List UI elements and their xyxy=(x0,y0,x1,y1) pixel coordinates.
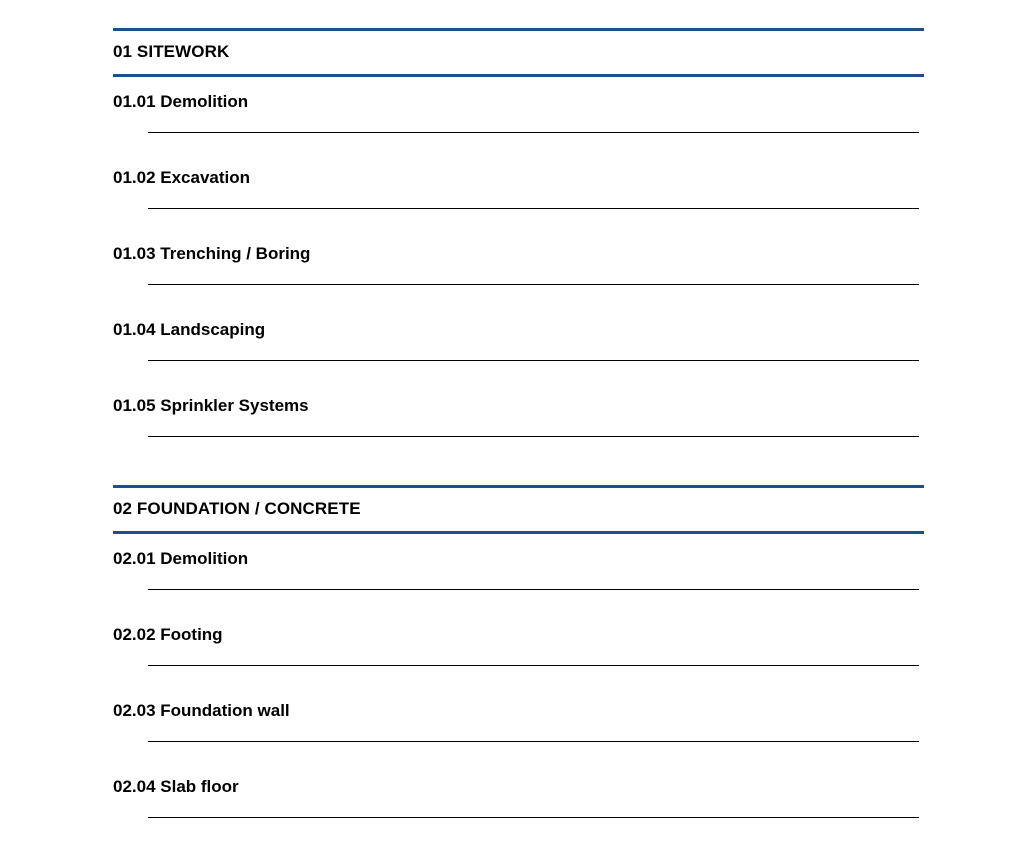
section-title: 01 SITEWORK xyxy=(113,42,230,61)
item-label: 02.03 Foundation wall xyxy=(113,701,290,720)
fill-in-line[interactable] xyxy=(148,436,919,437)
fill-in-line[interactable] xyxy=(148,741,919,742)
item-label: 01.01 Demolition xyxy=(113,92,249,111)
section-rule-top xyxy=(113,28,924,31)
document-page xyxy=(113,0,924,842)
line-item xyxy=(113,152,924,228)
fill-in-line[interactable] xyxy=(148,589,919,590)
item-label: 02.01 Demolition xyxy=(113,549,249,568)
section-foundation-concrete xyxy=(113,485,924,837)
item-label: 01.03 Trenching / Boring xyxy=(113,244,311,263)
line-item xyxy=(113,685,924,761)
fill-in-line[interactable] xyxy=(148,360,919,361)
section-header xyxy=(113,485,924,533)
item-label: 01.04 Landscaping xyxy=(113,320,266,339)
item-label: 02.04 Slab floor xyxy=(113,777,239,796)
line-item xyxy=(113,76,924,152)
line-item xyxy=(113,761,924,837)
section-sitework xyxy=(113,28,924,456)
line-item xyxy=(113,304,924,380)
section-rule-top xyxy=(113,485,924,488)
line-item xyxy=(113,380,924,456)
item-label: 02.02 Footing xyxy=(113,625,223,644)
fill-in-line[interactable] xyxy=(148,132,919,133)
item-label: 01.02 Excavation xyxy=(113,168,251,187)
section-header xyxy=(113,28,924,76)
fill-in-line[interactable] xyxy=(148,284,919,285)
line-item xyxy=(113,533,924,609)
line-item xyxy=(113,228,924,304)
item-label: 01.05 Sprinkler Systems xyxy=(113,396,309,415)
line-item xyxy=(113,609,924,685)
section-title: 02 FOUNDATION / CONCRETE xyxy=(113,499,361,518)
fill-in-line[interactable] xyxy=(148,817,919,818)
fill-in-line[interactable] xyxy=(148,208,919,209)
fill-in-line[interactable] xyxy=(148,665,919,666)
